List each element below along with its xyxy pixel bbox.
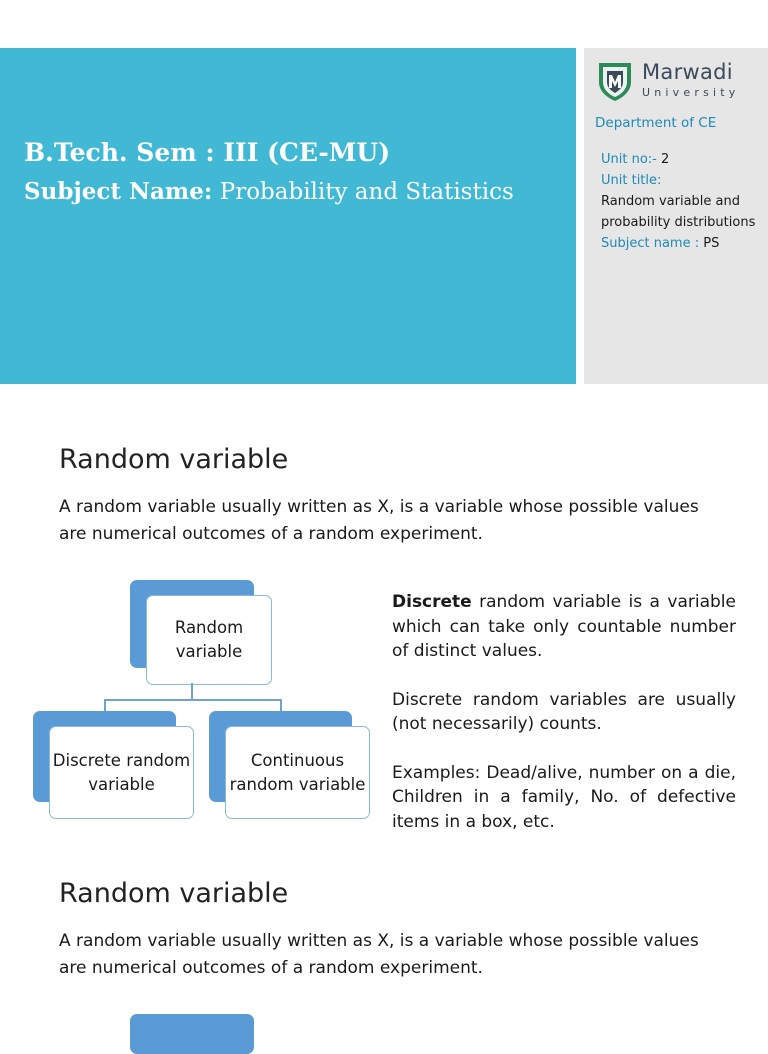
- discrete-description: [392, 590, 736, 834]
- slide-heading: Random variable: [59, 878, 289, 909]
- connector-vertical: [191, 683, 193, 700]
- subject-name-value: PS: [703, 236, 720, 251]
- logo-subtext: University: [642, 86, 740, 99]
- subject-value: Probability and Statistics: [212, 179, 514, 205]
- continuous-node: Continuous random variable: [225, 726, 370, 819]
- unit-title-value: Random variable and probability distributions: [601, 194, 756, 230]
- discrete-node: Discrete random variable: [49, 726, 194, 819]
- discrete-definition: [392, 590, 736, 664]
- department-label: Department of CE: [595, 115, 717, 131]
- content-slide-1: [0, 432, 768, 836]
- content-slide-2: [0, 866, 768, 1024]
- unit-title-label: Unit title:: [601, 173, 662, 188]
- root-node: Random variable: [146, 595, 272, 685]
- title-slide: [0, 48, 768, 384]
- discrete-bold: Discrete: [392, 592, 472, 612]
- connector-horizontal: [104, 699, 281, 701]
- shield-logo-icon: [596, 60, 634, 102]
- subject-name-row: [601, 233, 763, 254]
- unit-no-label: Unit no:-: [601, 152, 661, 167]
- unit-no-value: 2: [661, 152, 670, 167]
- discrete-counts: Discrete random variables are usually (not necessarily) counts.: [392, 689, 736, 734]
- root-box-back: [130, 1014, 254, 1054]
- course-title: B.Tech. Sem : III (CE-MU): [24, 138, 391, 167]
- university-logo: [596, 60, 766, 104]
- slide-intro: A random variable usually written as X, is a variable whose possible values are numerical outcomes of a random experiment.: [59, 931, 699, 978]
- logo-wordmark: Marwadi: [642, 60, 733, 84]
- subject-label: Subject Name:: [24, 178, 213, 205]
- title-panel: [0, 48, 576, 384]
- subject-title: [24, 178, 514, 205]
- unit-info: [601, 149, 763, 254]
- discrete-examples: Examples: Dead/alive, number on a die, Children in a family, No. of defective items in a box, etc.: [392, 762, 736, 832]
- subject-name-label: Subject name :: [601, 236, 704, 251]
- info-panel: [584, 48, 768, 384]
- unit-no-row: [601, 149, 763, 170]
- slide-intro: A random variable usually written as X, is a variable whose possible values are numerical outcomes of a random experiment.: [59, 497, 699, 544]
- discrete-rest: random variable is a variable which can take only countable number of distinct values.: [392, 592, 736, 661]
- slide-heading: Random variable: [59, 444, 289, 475]
